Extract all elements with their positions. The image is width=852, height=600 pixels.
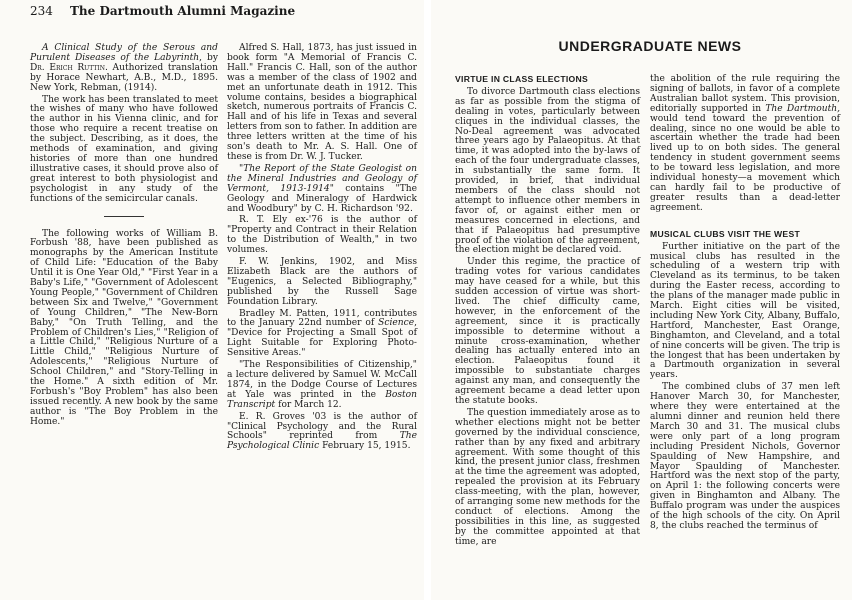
boston-transcript: Boston Transcript: [227, 389, 417, 410]
left-column-1: [30, 44, 218, 430]
right-column-1: [455, 75, 640, 550]
page-number: 234: [30, 4, 53, 18]
groves-text: E. R. Groves '03 is the author of "Clinical Psychology and the Rural Schools" reprinted from: [227, 411, 417, 442]
mccall-date: for March 12.: [275, 399, 342, 410]
the-dartmouth-paper: The Dartmouth,: [765, 103, 841, 114]
musical-paragraph-1: Further initiative on the part of the musical clubs has resulted in the scheduling of a western trip with Cleveland as its terminus, to be taken during the Easter recess, according to the plans of the manager made public in March. Eight cities will be visited, including New York City, Albany, Buffalo, Hartford, Manchester, East Orange, Binghamton, and Cleveland, and a total of nine concerts will be given. The trip is the longest that has been undertaken by a Dartmouth organization in several years.: [650, 241, 840, 381]
book-author: Dr. Erich Ruttin.: [30, 62, 108, 73]
patten-article: , "Device for Projecting a Small Spot of Light Suitable for Exploring Photo-Sensitive Areas.": [227, 318, 417, 359]
report-body: " contains "The Geology and Mineralogy of Hardwick and Woodbury" by C. H. Richardson '92.: [227, 183, 417, 214]
byline-word: by: [207, 52, 218, 63]
running-header: [30, 4, 295, 18]
book-title: A Clinical Study of the Serous and Purulent Diseases of the Labyrinth: [30, 43, 218, 63]
groves-date: February 15, 1915.: [319, 441, 411, 452]
report-title: The Report of the State Geologist on the Mineral Industries and Geology of Vermont, 1913-1914: [227, 163, 417, 194]
virtue-paragraph-2: Under this regime, the practice of trading votes for various candidates may have ceased for a while, but this sudden accession of virtue was short-lived. The chief difficulty came, however, in the enforcement of the agreement, since it is practically impossible to determine without a minute cross-examination, whether dealing has actually entered into an election. Palaeopitus found it impossible to substantiate charges against any man, and consequently the agreement became a dead letter upon the statute books.: [455, 257, 640, 406]
page-gutter: [424, 0, 431, 600]
forbush-paragraph: The following works of William B. Forbush '88, have been published as monographs by the American Institute of Child Life: "Education of the Baby Until it is One Year Old," "First Year in a Baby's Life," "Government of Adolescent Young People," "Government of Children between Six and Twelve," "Government of Young Children," "The New-Born Baby," "On Truth Telling, and the Problem of Children's Lies," "Religion of a Little Child," "Religious Nurture of a Little Child," "Religious Nurture of Adolescents," "Religious Nurture of School Children," and "Story-Telling in the Home." A sixth edition of Mr. Forbush's "Boy Problem" has also been issued recently. A new book by the same author is "The Boy Problem in the Home.": [30, 228, 218, 427]
left-column-2: [227, 44, 417, 454]
virtue-paragraph-1: To divorce Dartmouth class elections as far as possible from the stigma of dealing in votes, particularly between cliques in the individual classes, the No-Deal agreement was advocated three years ago by Palaeopitus. At that time, it was adopted into the by-laws of each of the four undergraduate classes, in substantially the same form. It provided, in brief, that individual members of the class should not attempt to influence other members in favor of, or against either men or measures concerned in elections, and that if Palaeopitus had presumptive proof of the violation of the agreement, the election might be declared void.: [455, 86, 640, 256]
geologist-report-paragraph: "The Report of the State Geologist on the Mineral Industries and Geology of Vermont, 1913-1914" contains "The Geology and Mineralogy of Hardwick and Woodbury" by C. H. Richardson '92.: [227, 163, 417, 214]
virtue-p4-text: the abolition of the rule requiring the signing of ballots, in favor of a complete Australian ballot system. This provision, editorially supported in: [650, 74, 840, 114]
hall-paragraph: Alfred S. Hall, 1873, has just issued in book form "A Memorial of Francis C. Hall." Francis C. Hall, son of the author was a member of the class of 1902 and met an unfortunate death in 1912. This volume contains, besides a biographical sketch, numerous portraits of Francis C. Hall and of his life in Texas and several letters from son to father. In addition are three letters written at the time of his son's death to Mr. A. S. Hall. One of these is from Dr. W. J. Tucker.: [227, 43, 417, 162]
book-review-entry: A Clinical Study of the Serous and Purulent Diseases of the Labyrinth, by Dr. Erich Ruttin. Authorized translation by Horace Newhart, A.B., M.D., 1895. New York, Rebman, (1914).: [30, 43, 218, 93]
virtue-paragraph-4: [650, 75, 840, 214]
patten-paragraph: [227, 310, 417, 360]
patten-text: Bradley M. Patten, 1911, contributes to the January 22nd number of: [227, 308, 417, 329]
musical-paragraph-2: The combined clubs of 37 men left Hanover March 30, for Manchester, where they were entertained at the alumni dinner and reunion held there March 30 and 31. The musical clubs were only part of a long program including President Nichols, Governor Spaulding of New Hampshire, and Mayor Spaulding of Manchester. Hartford was the next stop of the party, on April 1: the following concerts were given in Binghamton and Albany. The Buffalo program was under the auspices of the high schools of the city. On April 8, the clubs reached the terminus of: [650, 382, 840, 531]
virtue-p4-rest: would tend toward the prevention of dealing, since no one would be able to ascertain whether the trade had been lived up to on both sides. The general tendency in student government seems to be toward less legislation, and more individual honesty—a movement which can hardly fail to be productive of greater results than a dead-letter agreement.: [650, 113, 840, 213]
mccall-paragraph: [227, 361, 417, 411]
psychological-clinic: The Psychological Clinic: [227, 431, 417, 452]
magazine-title: The Dartmouth Alumni Magazine: [70, 4, 296, 18]
section-title: UNDERGRADUATE NEWS: [558, 38, 742, 54]
groves-paragraph: [227, 413, 417, 453]
mccall-text: "The Responsibilities of Citizenship," a lecture delivered by Samuel W. McCall 1874, in the Dodge Course of Lectures at Yale was printed in the: [227, 360, 417, 400]
section-divider: [104, 216, 144, 217]
right-column-2: [650, 75, 840, 534]
jenkins-paragraph: F. W. Jenkins, 1902, and Miss Elizabeth Black are the authors of "Eugenics, a Selected Bibliography," published by the Russell Sage Foundation Library.: [227, 257, 417, 307]
musical-clubs-heading: MUSICAL CLUBS VISIT THE WEST: [650, 228, 801, 239]
book-details: Authorized translation by Horace Newhart, A.B., M.D., 1895. New York, Rebman, (1914).: [30, 62, 218, 93]
science-journal: Science: [378, 318, 415, 329]
ely-paragraph: R. T. Ely ex-'76 is the author of "Property and Contract in their Relation to the Distribution of Wealth," in two volumes.: [227, 215, 417, 256]
review-paragraph: The work has been translated to meet the wishes of many who have followed the author in his Vienna clinic, and for those who require a recent treatise on the subject. Describing, as it does, the methods of examination, and giving histories of more than one hundred illustrative cases, it should prove also of great interest to both physiologist and psychologist in any study of the functions of the semicircular canals.: [30, 94, 218, 204]
virtue-paragraph-3: The question immediately arose as to whether elections might not be better governed by the individual conscience, rather than by any fixed and arbitrary agreement. With some thought of this kind, the present junior class, freshmen at the time the agreement was adopted, repealed the provision at its February class-meeting, with the plan, however, of arranging some new methods for the conduct of elections. Among the possibilities in this line, as suggested by the committee appointed at that time, are: [455, 407, 640, 547]
virtue-heading: VIRTUE IN CLASS ELECTIONS: [455, 74, 589, 84]
heading-spacer: [650, 216, 840, 230]
